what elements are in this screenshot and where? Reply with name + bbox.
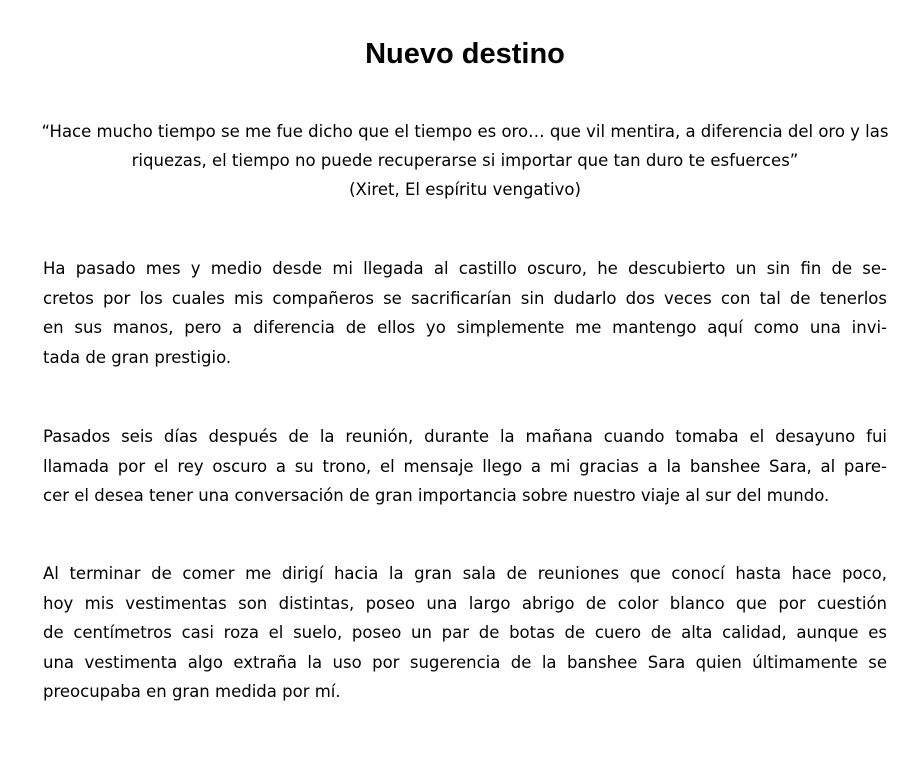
paragraph-line: cer el desea tener una conversación de gran importancia sobre nuestro viaje al sur del mundo. [43, 486, 830, 505]
paragraph-line: Ha pasado mes y medio desde mi llegada al castillo oscuro, he descubierto un sin fin de se- [43, 259, 887, 278]
paragraph-line: llamada por el rey oscuro a su trono, el mensaje llego a mi gracias a la banshee Sara, al pare- [43, 456, 887, 476]
paragraph-line: cretos por los cuales mis compañeros se sacrificarían sin dudarlo dos veces con tal de tenerlos [43, 288, 887, 308]
paragraph-line: Al terminar de comer me dirigí hacia la gran sala de reuniones que conocí hasta hace poco, [43, 564, 887, 583]
epigraph [30, 117, 900, 204]
paragraph-3 [43, 559, 887, 707]
paragraph-line: una vestimenta algo extraña la uso por sugerencia de la banshee Sara quien últimamente se [43, 652, 887, 672]
paragraph-line: tada de gran prestigio. [43, 347, 232, 367]
document-title: Nuevo destino [365, 38, 565, 70]
paragraph-line: de centímetros casi roza el suelo, poseo un par de botas de cuero de alta calidad, aunque es [43, 623, 887, 642]
epigraph-source: (Xiret, El espíritu vengativo) [349, 180, 581, 199]
paragraph-2 [43, 422, 887, 511]
paragraph-1 [43, 254, 887, 372]
paragraph-line: hoy mis vestimentas son distintas, poseo una largo abrigo de color blanco que por cuestión [43, 593, 887, 613]
paragraph-line: preocupaba en gran medida por mí. [43, 682, 341, 701]
paragraph-line: en sus manos, pero a diferencia de ellos yo simplemente me mantengo aquí como una invi- [43, 318, 887, 337]
paragraph-line: Pasados seis días después de la reunión, durante la mañana cuando tomaba el desayuno fui [43, 427, 887, 446]
epigraph-quote: “Hace mucho tiempo se me fue dicho que el tiempo es oro… que vil mentira, a diferencia del oro y las riquezas, el tiempo no puede recuperarse si importar que tan duro te esfuerces” [41, 122, 889, 170]
